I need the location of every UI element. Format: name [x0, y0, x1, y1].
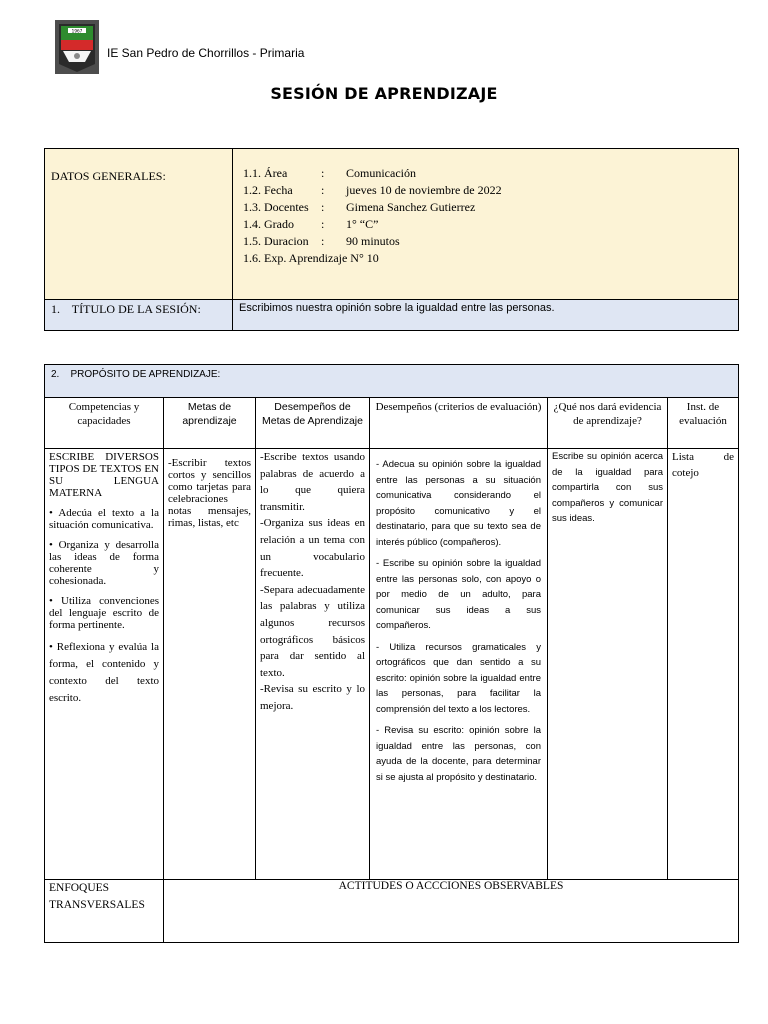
- criterio-item: - Escribe su opinión sobre la igualdad entre las personas solo, con apoyo o por medio de un adulto, para comunicar sus ideas a sus compañeros.: [376, 558, 541, 631]
- instrumento-cell: Lista de cotejo: [668, 449, 739, 880]
- datos-generales-label-cell: [45, 149, 233, 300]
- criterio-item: - Utiliza recursos gramaticales y ortográficos que dan sentido a su escrito: opinión sobre la igualdad entre las personas, para facilitar la comprensión del texto a los lectores.: [376, 641, 541, 715]
- datos-item: 1.3. Docentes : Gimena Sanchez Gutierrez: [243, 200, 476, 214]
- titulo-value-cell: [233, 300, 739, 331]
- datos-generales-values-cell: [233, 149, 739, 300]
- capacidad-item: • Reflexiona y evalúa la forma, el contenido y contexto del texto escrito.: [49, 641, 159, 704]
- titulo-value: Escribimos nuestra opinión sobre la igualdad entre las personas.: [239, 302, 555, 314]
- capacidad-item: • Adecúa el texto a la situación comunicativa.: [49, 507, 159, 531]
- criterios-cell: [370, 449, 548, 880]
- capacidad-item: • Organiza y desarrolla las ideas de forma coherente y cohesionada.: [49, 539, 159, 587]
- datos-item: 1.5. Duracion : 90 minutos: [243, 234, 400, 248]
- proposito-heading: 2. PROPÓSITO DE APRENDIZAJE:: [45, 365, 739, 398]
- enfoques-label: ENFOQUES TRANSVERSALES: [45, 880, 164, 943]
- column-header: Competencias y capacidades: [45, 398, 164, 449]
- datos-generales-label: DATOS GENERALES:: [51, 169, 166, 183]
- datos-item: 1.2. Fecha : jueves 10 de noviembre de 2022: [243, 183, 502, 197]
- desempeno-item: -Escribe textos usando palabras de acuerdo a lo que quiera transmitir.: [260, 451, 365, 513]
- evidencia-cell: Escribe su opinión acerca de la igualdad para compartirla con sus compañeros y comunicar sus ideas.: [548, 449, 668, 880]
- proposito-table: [44, 364, 739, 943]
- criterio-item: - Revisa su escrito: opinión sobre la igualdad entre las personas, con ayuda de la docente, para determinar si se ajusta al propósito y destinatario.: [376, 725, 541, 783]
- capacidad-item: • Utiliza convenciones del lenguaje escrito de forma pertinente.: [49, 595, 159, 631]
- datos-generales-table: [44, 148, 739, 331]
- competencias-cell: [45, 449, 164, 880]
- column-header: Metas de aprendizaje: [164, 398, 256, 449]
- titulo-label: 1. TÍTULO DE LA SESIÓN:: [51, 302, 201, 316]
- desempeno-item: -Separa adecuadamente las palabras y utiliza algunos recursos ortográficos básicos para dar sentido al texto.: [260, 583, 365, 679]
- logo-year: 1967: [71, 28, 83, 34]
- column-header: Desempeños de Metas de Aprendizaje: [256, 398, 370, 449]
- datos-list: [233, 149, 738, 277]
- datos-item: 1.1. Área : Comunicación: [243, 166, 416, 180]
- page-title: SESIÓN DE APRENDIZAJE: [270, 84, 498, 103]
- school-crest-icon: [55, 20, 99, 74]
- titulo-label-cell: [45, 300, 233, 331]
- desempeno-item: -Organiza sus ideas en relación a un tema con un vocabulario frecuente.: [260, 517, 365, 580]
- datos-item: 1.6. Exp. Aprendizaje N° 10: [243, 251, 379, 265]
- competencia-title: ESCRIBE DIVERSOS TIPOS DE TEXTOS EN SU LENGUA MATERNA: [49, 451, 159, 499]
- column-header: Desempeños (criterios de evaluación): [370, 398, 548, 449]
- datos-item: 1.4. Grado : 1° “C”: [243, 217, 379, 231]
- school-name: IE San Pedro de Chorrillos - Primaria: [107, 46, 305, 60]
- desempenos-metas-cell: [256, 449, 370, 880]
- metas-cell: -Escribir textos cortos y sencillos como tarjetas para celebraciones notas mensajes, rimas, listas, etc: [164, 449, 256, 880]
- column-header: Inst. de evaluación: [668, 398, 739, 449]
- column-header: ¿Qué nos dará evidencia de aprendizaje?: [548, 398, 668, 449]
- actitudes-label: ACTITUDES O ACCCIONES OBSERVABLES: [164, 880, 739, 943]
- desempeno-item: -Revisa su escrito y lo mejora.: [260, 683, 365, 712]
- criterio-item: - Adecua su opinión sobre la igualdad entre las personas a su situación comunicativa considerando el propósito comunicativo y el destinatario, para que su texto sea de interés público (compañeros).: [376, 459, 541, 548]
